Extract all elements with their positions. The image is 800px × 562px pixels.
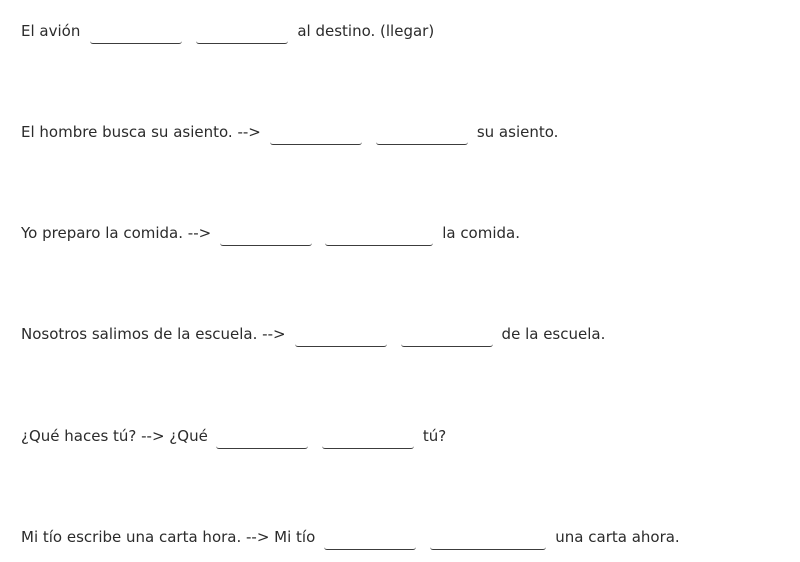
- item-6-blank-1[interactable]: [324, 528, 416, 550]
- exercise-item-1: [21, 20, 434, 44]
- item-6-suffix: una carta ahora.: [555, 528, 680, 546]
- exercise-item-6: [21, 526, 680, 550]
- exercise-item-3: [21, 222, 520, 246]
- item-3-suffix: la comida.: [442, 224, 520, 242]
- exercise-item-4: [21, 323, 605, 347]
- item-4-suffix: de la escuela.: [501, 325, 606, 343]
- item-5-suffix: tú?: [422, 427, 447, 445]
- item-2-suffix: su asiento.: [476, 123, 559, 141]
- exercise-item-5: [21, 425, 446, 449]
- item-6-prompt: Mi tío escribe una carta hora. --> Mi tío: [21, 528, 316, 546]
- item-1-blank-1[interactable]: [90, 22, 182, 44]
- item-3-blank-2[interactable]: [325, 224, 433, 246]
- item-4-blank-2[interactable]: [401, 325, 493, 347]
- item-4-prompt: Nosotros salimos de la escuela. -->: [21, 325, 286, 343]
- item-2-prompt: El hombre busca su asiento. -->: [21, 123, 261, 141]
- item-2-blank-1[interactable]: [270, 123, 362, 145]
- item-5-prompt: ¿Qué haces tú? --> ¿Qué: [21, 427, 208, 445]
- item-5-blank-1[interactable]: [216, 427, 308, 449]
- item-1-prompt: El avión: [21, 22, 81, 40]
- item-1-blank-2[interactable]: [196, 22, 288, 44]
- item-1-suffix: al destino. (llegar): [297, 22, 435, 40]
- item-2-blank-2[interactable]: [376, 123, 468, 145]
- item-3-blank-1[interactable]: [220, 224, 312, 246]
- item-3-prompt: Yo preparo la comida. -->: [21, 224, 212, 242]
- item-4-blank-1[interactable]: [295, 325, 387, 347]
- item-6-blank-2[interactable]: [430, 528, 546, 550]
- item-5-blank-2[interactable]: [322, 427, 414, 449]
- exercise-item-2: [21, 121, 558, 145]
